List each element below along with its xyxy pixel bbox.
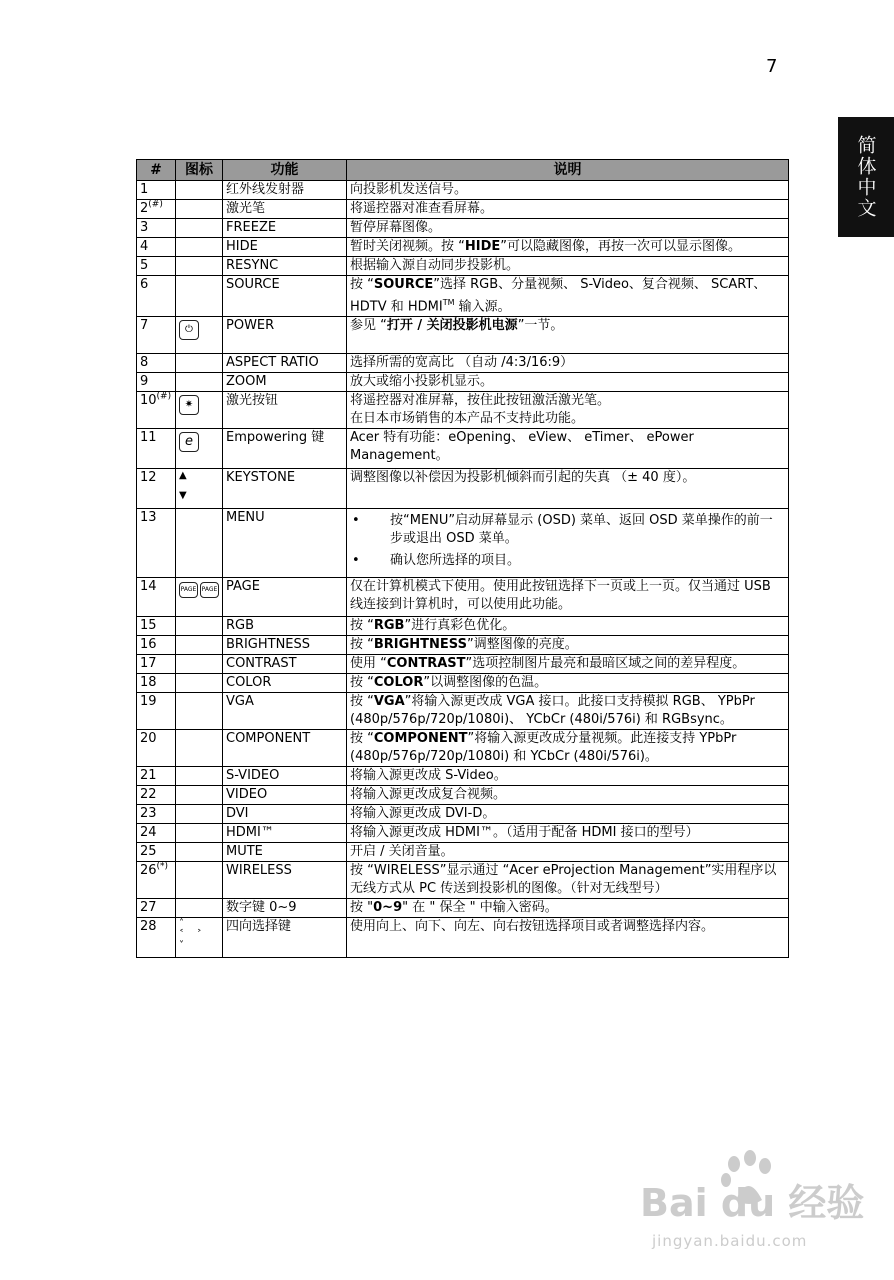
power-icon: ⏻ bbox=[179, 320, 199, 340]
table-row bbox=[137, 257, 789, 276]
row-function: VIDEO bbox=[223, 786, 347, 805]
row-function: SOURCE bbox=[223, 276, 347, 317]
row-function: DVI bbox=[223, 805, 347, 824]
row-function: COMPONENT bbox=[223, 730, 347, 767]
language-tab: 简体中文 bbox=[838, 117, 894, 237]
table-row bbox=[137, 317, 789, 354]
row-num: 19 bbox=[140, 694, 157, 710]
row-num: 11 bbox=[140, 430, 157, 446]
row-function: MUTE bbox=[223, 843, 347, 862]
table-row bbox=[137, 693, 789, 730]
arrow-down-icon: ˅ bbox=[179, 940, 184, 952]
table-row bbox=[137, 509, 789, 578]
row-num-note: (#) bbox=[148, 199, 163, 210]
row-num: 1 bbox=[140, 182, 149, 197]
row-function: S-VIDEO bbox=[223, 767, 347, 786]
row-num: 5 bbox=[140, 258, 149, 273]
table-row bbox=[137, 200, 789, 219]
row-num: 10 bbox=[140, 393, 157, 409]
row-description: 开启 / 关闭音量。 bbox=[347, 843, 789, 862]
watermark-brand: Bai du 经验 bbox=[640, 1181, 865, 1225]
row-num: 22 bbox=[140, 787, 157, 803]
row-num: 9 bbox=[140, 374, 149, 390]
arrow-right-icon: ˃ bbox=[196, 929, 202, 941]
row-function: 激光按钮 bbox=[223, 392, 347, 429]
page-up-icon: PAGE bbox=[179, 582, 198, 598]
row-function: RGB bbox=[223, 617, 347, 636]
table-row bbox=[137, 824, 789, 843]
row-num: 13 bbox=[140, 510, 157, 526]
row-num: 2 bbox=[140, 201, 149, 216]
row-function: 数字键 0~9 bbox=[223, 899, 347, 918]
row-description: 调整图像以补偿因为投影机倾斜而引起的失真 （± 40 度）。 bbox=[347, 469, 789, 509]
row-function: POWER bbox=[223, 317, 347, 354]
row-description: 放大或缩小投影机显示。 bbox=[347, 373, 789, 392]
row-description: 参见 “打开 / 关闭投影机电源”一节。 bbox=[347, 317, 789, 354]
row-description: 使用 “CONTRAST”选项控制图片最亮和最暗区域之间的差异程度。 bbox=[347, 655, 789, 674]
row-description: 仅在计算机模式下使用。使用此按钮选择下一页或上一页。仅当通过 USB 线连接到计算机时，可以使用此功能。 bbox=[347, 578, 789, 617]
row-function: FREEZE bbox=[223, 219, 347, 238]
header-icon: 图标 bbox=[176, 160, 223, 181]
table-row bbox=[137, 219, 789, 238]
row-num: 28 bbox=[140, 919, 157, 935]
table-row bbox=[137, 429, 789, 469]
table-row bbox=[137, 578, 789, 617]
row-num: 26 bbox=[140, 863, 157, 879]
row-description: 选择所需的宽高比 （自动 /4:3/16:9） bbox=[347, 354, 789, 373]
row-num-note: (*) bbox=[156, 862, 169, 872]
row-function: 红外线发射器 bbox=[223, 181, 347, 200]
row-function: BRIGHTNESS bbox=[223, 636, 347, 655]
table-row bbox=[137, 805, 789, 824]
table-row bbox=[137, 469, 789, 509]
table-row bbox=[137, 843, 789, 862]
row-description: 将遥控器对准查看屏幕。 bbox=[347, 200, 789, 219]
row-description: 将输入源更改成 S-Video。 bbox=[347, 767, 789, 786]
table-row bbox=[137, 392, 789, 429]
table-row bbox=[137, 238, 789, 257]
row-function: HDMI™ bbox=[223, 824, 347, 843]
table-row bbox=[137, 354, 789, 373]
table-row bbox=[137, 276, 789, 317]
row-function: Empowering 键 bbox=[223, 429, 347, 469]
row-num-note: (#) bbox=[156, 392, 172, 402]
table-row bbox=[137, 786, 789, 805]
table-row bbox=[137, 862, 789, 899]
row-description bbox=[347, 509, 789, 578]
arrow-up-icon: ˄ bbox=[179, 918, 184, 930]
row-function: RESYNC bbox=[223, 257, 347, 276]
row-num: 24 bbox=[140, 825, 157, 841]
row-function: KEYSTONE bbox=[223, 469, 347, 509]
header-num: # bbox=[137, 160, 176, 181]
row-description: 按 “RGB”进行真彩色优化。 bbox=[347, 617, 789, 636]
row-num: 3 bbox=[140, 220, 149, 235]
row-function: VGA bbox=[223, 693, 347, 730]
row-num: 8 bbox=[140, 355, 149, 371]
row-function: CONTRAST bbox=[223, 655, 347, 674]
table-row bbox=[137, 767, 789, 786]
page-number: 7 bbox=[766, 56, 778, 77]
row-num: 23 bbox=[140, 806, 157, 822]
row-function: WIRELESS bbox=[223, 862, 347, 899]
table-header-row bbox=[137, 160, 789, 181]
row-description: 暂时关闭视频。按 “HIDE”可以隐藏图像，再按一次可以显示图像。 bbox=[347, 238, 789, 257]
row-num: 15 bbox=[140, 618, 157, 634]
bullet-item: • 按“MENU”启动屏幕显示 (OSD) 菜单、返回 OSD 菜单操作的前一步或退出 OSD 菜单。 bbox=[350, 512, 785, 548]
row-num: 4 bbox=[140, 239, 149, 254]
arrow-left-icon: ˂ bbox=[179, 929, 184, 941]
bullet-item: • 确认您所选择的项目。 bbox=[350, 552, 785, 570]
row-description: 将输入源更改成复合视频。 bbox=[347, 786, 789, 805]
row-function: PAGE bbox=[223, 578, 347, 617]
row-function: HIDE bbox=[223, 238, 347, 257]
row-function: 激光笔 bbox=[223, 200, 347, 219]
row-description: Acer 特有功能：eOpening、 eView、 eTimer、 ePower Management。 bbox=[347, 429, 789, 469]
table-row bbox=[137, 918, 789, 958]
row-description: 将输入源更改成 DVI-D。 bbox=[347, 805, 789, 824]
table-row bbox=[137, 730, 789, 767]
page-down-icon: PAGE bbox=[200, 582, 219, 598]
row-num: 21 bbox=[140, 768, 157, 784]
row-description: 使用向上、向下、向左、向右按钮选择项目或者调整选择内容。 bbox=[347, 918, 789, 958]
row-function: 四向选择键 bbox=[223, 918, 347, 958]
keystone-down-icon: ▼ bbox=[179, 490, 187, 502]
row-num: 20 bbox=[140, 731, 157, 747]
row-description: 将输入源更改成 HDMI™。（适用于配备 HDMI 接口的型号） bbox=[347, 824, 789, 843]
table-row bbox=[137, 674, 789, 693]
row-num: 25 bbox=[140, 844, 157, 860]
row-num: 6 bbox=[140, 277, 149, 292]
row-description: 根据输入源自动同步投影机。 bbox=[347, 257, 789, 276]
row-num: 12 bbox=[140, 470, 157, 486]
row-description: 将遥控器对准屏幕，按住此按钮激活激光笔。 在日本市场销售的本产品不支持此功能。 bbox=[347, 392, 789, 429]
row-description: 按 “COMPONENT”将输入源更改成分量视频。此连接支持 YPbPr (480p/576p/720p/1080i) 和 YCbCr (480i/576i)。 bbox=[347, 730, 789, 767]
table-row bbox=[137, 373, 789, 392]
watermark-url: jingyan.baidu.com bbox=[652, 1232, 808, 1250]
row-function: ZOOM bbox=[223, 373, 347, 392]
row-num: 14 bbox=[140, 579, 157, 595]
row-description: 向投影机发送信号。 bbox=[347, 181, 789, 200]
row-description: 按 “VGA”将输入源更改成 VGA 接口。此接口支持模拟 RGB、 YPbPr (480p/576p/720p/1080i)、 YCbCr (480i/576i) 和 RGBsync。 bbox=[347, 693, 789, 730]
row-description: 按 “WIRELESS”显示通过 “Acer eProjection Management”实用程序以无线方式从 PC 传送到投影机的图像。（针对无线型号） bbox=[347, 862, 789, 899]
table-row bbox=[137, 655, 789, 674]
row-description: 按 “COLOR”以调整图像的色温。 bbox=[347, 674, 789, 693]
empowering-e-icon: e bbox=[179, 432, 199, 452]
laser-icon: ✷ bbox=[179, 395, 199, 415]
row-description: 按 "0~9" 在 " 保全 " 中输入密码。 bbox=[347, 899, 789, 918]
row-num: 17 bbox=[140, 656, 157, 672]
header-function: 功能 bbox=[223, 160, 347, 181]
keystone-up-icon: ▲ bbox=[179, 470, 187, 482]
row-function: ASPECT RATIO bbox=[223, 354, 347, 373]
row-function: COLOR bbox=[223, 674, 347, 693]
row-description: 按 “BRIGHTNESS”调整图像的亮度。 bbox=[347, 636, 789, 655]
table-row bbox=[137, 636, 789, 655]
row-num: 16 bbox=[140, 637, 157, 653]
row-description: 暂停屏幕图像。 bbox=[347, 219, 789, 238]
row-num: 27 bbox=[140, 900, 157, 916]
header-description: 说明 bbox=[347, 160, 789, 181]
table-row bbox=[137, 181, 789, 200]
table-row bbox=[137, 899, 789, 918]
row-description: 按 “SOURCE”选择 RGB、分量视频、 S-Video、复合视频、 SCART、 HDTV 和 HDMI™ 输入源。 bbox=[347, 276, 789, 317]
row-num: 7 bbox=[140, 318, 149, 334]
table-row bbox=[137, 617, 789, 636]
bullet-list bbox=[350, 512, 785, 570]
row-num: 18 bbox=[140, 675, 157, 691]
remote-control-table bbox=[136, 159, 789, 958]
row-function: MENU bbox=[223, 509, 347, 578]
